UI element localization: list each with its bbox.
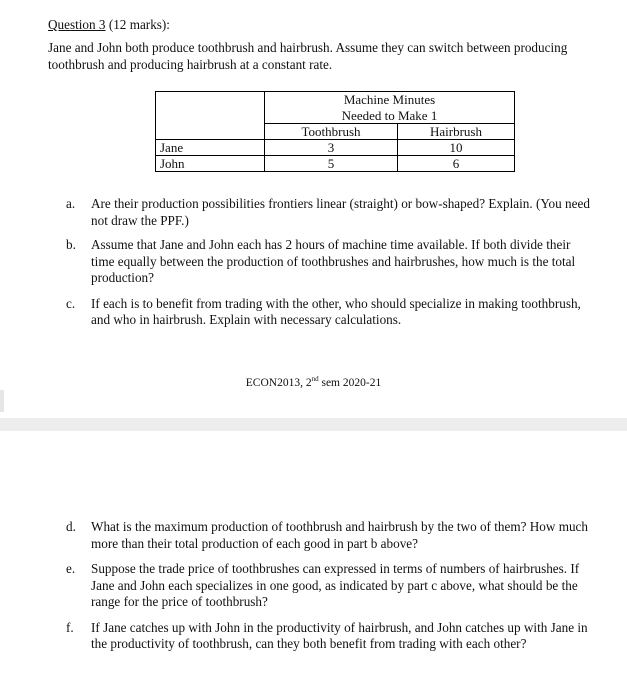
question-text: Assume that Jane and John each has 2 hours of machine time available. If both divide their time equally between the production of toothbrushes and hairbrushes, how much is the total production? [91, 237, 576, 285]
row-name-cell: Jane [156, 140, 265, 156]
toothbrush-cell: 5 [265, 156, 398, 172]
question-item-a [66, 196, 591, 229]
question-text: Are their production possibilities frontiers linear (straight) or bow-shaped? Explain. (You need not draw the PPF.) [91, 196, 590, 228]
question-letter: d. [66, 519, 76, 534]
table-row [156, 156, 515, 172]
table-corner-cell [156, 92, 265, 140]
footer-semester: sem 2020-21 [318, 376, 382, 389]
column-header-toothbrush: Toothbrush [265, 124, 398, 140]
page-break-divider [0, 418, 627, 431]
page-footer [0, 371, 627, 391]
footer-superscript: nd [311, 375, 319, 383]
question-text: What is the maximum production of toothbrush and hairbrush by the two of them? How much more than their total production of each good in part b above? [91, 519, 589, 551]
table-row [156, 140, 515, 156]
table-header-row [156, 92, 515, 124]
question-text: If Jane catches up with John in the productivity of hairbrush, and John catches up with Jane in the productivity of toothbrush, can they both benefit from trading with each other? [91, 619, 588, 651]
question-letter: b. [66, 237, 76, 252]
question-item-f [66, 620, 591, 653]
question-letter: f. [66, 619, 74, 635]
question-item-e [66, 561, 591, 611]
machine-minutes-table [155, 91, 515, 172]
intro-paragraph: Jane and John both produce toothbrush and hairbrush. Assume they can switch between producing toothbrush and producing hairbrush at a constant rate. [48, 40, 568, 72]
question-title: Question 3 [48, 17, 106, 32]
question-marks: (12 marks): [105, 17, 170, 32]
question-letter: a. [66, 196, 76, 211]
row-name-cell: John [156, 156, 265, 172]
question-letter: c. [66, 295, 76, 311]
question-letter: e. [66, 561, 76, 576]
page-edge-shadow [0, 390, 4, 412]
hairbrush-cell: 6 [398, 156, 515, 172]
hairbrush-cell: 10 [398, 140, 515, 156]
question-item-b [66, 237, 591, 287]
question-text: Suppose the trade price of toothbrushes can expressed in terms of numbers of hairbrushes. If Jane and John each specializes in one good, as indicated by part c above, what should be the range for the price of toothbrush? [91, 561, 580, 609]
table-group-header [265, 92, 515, 124]
table-header-line2: Needed to Make 1 [341, 107, 438, 123]
question-text: If each is to benefit from trading with the other, who should specialize in making toothbrush, and who in hairbrush. Explain with necessary calculations. [91, 295, 581, 327]
question-heading [48, 17, 170, 34]
question-list-top [66, 196, 591, 329]
table-header-line1: Machine Minutes [343, 92, 436, 107]
question-item-c [66, 296, 591, 329]
question-list-bottom [66, 519, 591, 653]
question-item-d [66, 519, 591, 552]
toothbrush-cell: 3 [265, 140, 398, 156]
footer-course: ECON2013, 2 [245, 376, 312, 389]
column-header-hairbrush: Hairbrush [398, 124, 515, 140]
